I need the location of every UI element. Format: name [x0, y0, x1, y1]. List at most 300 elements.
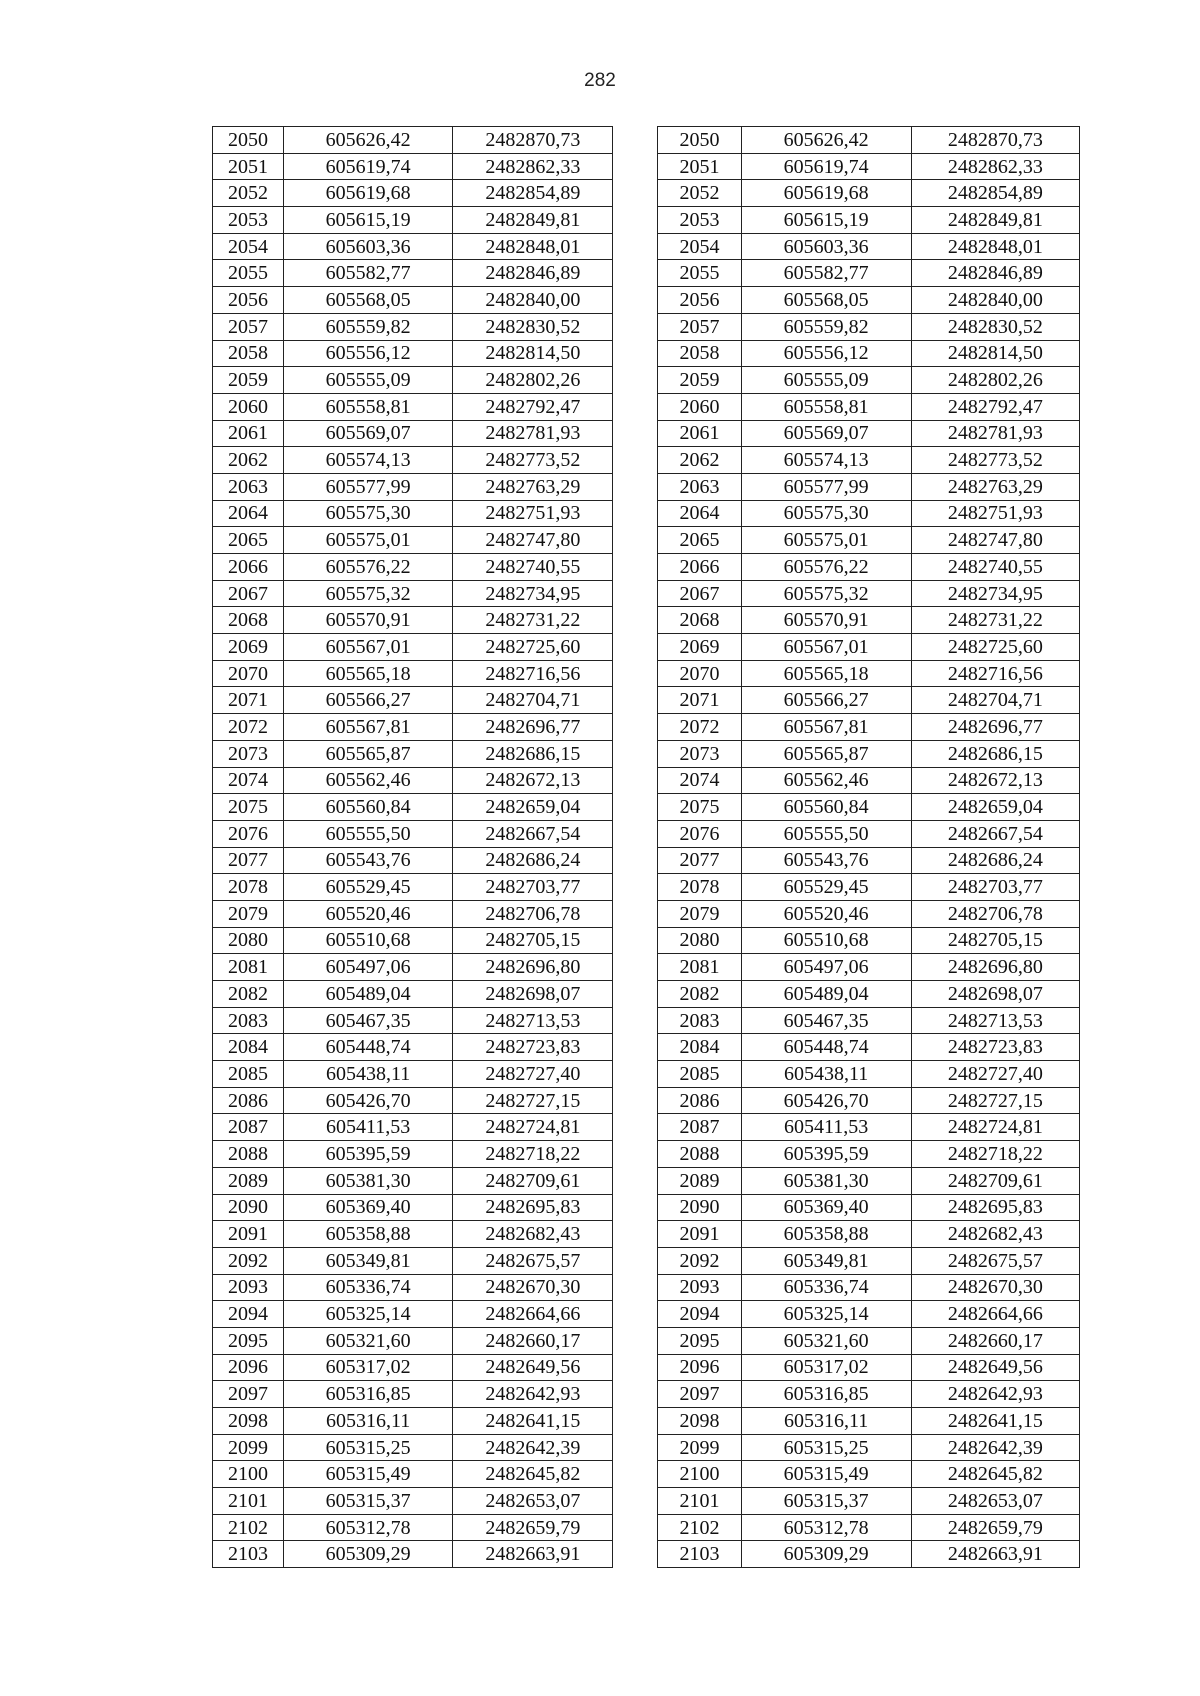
- point-number-left-cell: 2051: [213, 153, 284, 180]
- point-number-right-cell: 2064: [658, 500, 741, 527]
- page-number: 282: [584, 70, 616, 91]
- column-spacer: [613, 447, 658, 474]
- column-spacer: [613, 1327, 658, 1354]
- y-coordinate-left-cell: 2482846,89: [453, 260, 613, 287]
- y-coordinate-left-cell: 2482870,73: [453, 127, 613, 154]
- column-spacer: [613, 1514, 658, 1541]
- point-number-left-cell: 2086: [213, 1087, 284, 1114]
- y-coordinate-left-cell: 2482709,61: [453, 1167, 613, 1194]
- x-coordinate-right-cell: 605575,32: [741, 580, 911, 607]
- point-number-right-cell: 2055: [658, 260, 741, 287]
- y-coordinate-right-cell: 2482854,89: [911, 180, 1079, 207]
- column-spacer: [613, 954, 658, 981]
- y-coordinate-right-cell: 2482792,47: [911, 393, 1079, 420]
- column-spacer: [613, 580, 658, 607]
- table-row: [213, 1247, 1080, 1274]
- table-row: [213, 740, 1080, 767]
- x-coordinate-left-cell: 605603,36: [284, 233, 453, 260]
- y-coordinate-right-cell: 2482641,15: [911, 1408, 1079, 1435]
- point-number-right-cell: 2101: [658, 1488, 741, 1515]
- point-number-right-cell: 2075: [658, 794, 741, 821]
- x-coordinate-left-cell: 605309,29: [284, 1541, 453, 1568]
- y-coordinate-left-cell: 2482792,47: [453, 393, 613, 420]
- y-coordinate-right-cell: 2482862,33: [911, 153, 1079, 180]
- point-number-left-cell: 2058: [213, 340, 284, 367]
- y-coordinate-right-cell: 2482773,52: [911, 447, 1079, 474]
- x-coordinate-right-cell: 605411,53: [741, 1114, 911, 1141]
- table-row: [213, 1434, 1080, 1461]
- point-number-right-cell: 2098: [658, 1408, 741, 1435]
- point-number-right-cell: 2097: [658, 1381, 741, 1408]
- point-number-left-cell: 2060: [213, 393, 284, 420]
- y-coordinate-right-cell: 2482830,52: [911, 313, 1079, 340]
- x-coordinate-right-cell: 605395,59: [741, 1141, 911, 1168]
- point-number-right-cell: 2087: [658, 1114, 741, 1141]
- column-spacer: [613, 1274, 658, 1301]
- x-coordinate-right-cell: 605315,25: [741, 1434, 911, 1461]
- column-spacer: [613, 527, 658, 554]
- y-coordinate-left-cell: 2482670,30: [453, 1274, 613, 1301]
- point-number-right-cell: 2076: [658, 820, 741, 847]
- point-number-right-cell: 2072: [658, 714, 741, 741]
- table-row: [213, 1514, 1080, 1541]
- point-number-right-cell: 2082: [658, 981, 741, 1008]
- x-coordinate-left-cell: 605626,42: [284, 127, 453, 154]
- x-coordinate-right-cell: 605489,04: [741, 981, 911, 1008]
- column-spacer: [613, 420, 658, 447]
- point-number-left-cell: 2074: [213, 767, 284, 794]
- x-coordinate-left-cell: 605321,60: [284, 1327, 453, 1354]
- point-number-right-cell: 2093: [658, 1274, 741, 1301]
- y-coordinate-right-cell: 2482727,15: [911, 1087, 1079, 1114]
- table-row: [213, 607, 1080, 634]
- x-coordinate-right-cell: 605316,11: [741, 1408, 911, 1435]
- y-coordinate-left-cell: 2482849,81: [453, 207, 613, 234]
- point-number-left-cell: 2083: [213, 1007, 284, 1034]
- x-coordinate-left-cell: 605426,70: [284, 1087, 453, 1114]
- column-spacer: [613, 180, 658, 207]
- x-coordinate-left-cell: 605395,59: [284, 1141, 453, 1168]
- column-spacer: [613, 127, 658, 154]
- point-number-left-cell: 2096: [213, 1354, 284, 1381]
- x-coordinate-left-cell: 605568,05: [284, 287, 453, 314]
- x-coordinate-left-cell: 605510,68: [284, 927, 453, 954]
- x-coordinate-right-cell: 605317,02: [741, 1354, 911, 1381]
- table-row: [213, 580, 1080, 607]
- point-number-left-cell: 2077: [213, 847, 284, 874]
- y-coordinate-right-cell: 2482718,22: [911, 1141, 1079, 1168]
- point-number-right-cell: 2073: [658, 740, 741, 767]
- x-coordinate-left-cell: 605577,99: [284, 473, 453, 500]
- x-coordinate-right-cell: 605565,87: [741, 740, 911, 767]
- point-number-right-cell: 2095: [658, 1327, 741, 1354]
- point-number-right-cell: 2063: [658, 473, 741, 500]
- y-coordinate-right-cell: 2482653,07: [911, 1488, 1079, 1515]
- point-number-left-cell: 2070: [213, 660, 284, 687]
- y-coordinate-right-cell: 2482705,15: [911, 927, 1079, 954]
- x-coordinate-left-cell: 605570,91: [284, 607, 453, 634]
- x-coordinate-right-cell: 605560,84: [741, 794, 911, 821]
- table-row: [213, 473, 1080, 500]
- point-number-left-cell: 2076: [213, 820, 284, 847]
- x-coordinate-right-cell: 605309,29: [741, 1541, 911, 1568]
- x-coordinate-right-cell: 605510,68: [741, 927, 911, 954]
- table-row: [213, 687, 1080, 714]
- x-coordinate-right-cell: 605312,78: [741, 1514, 911, 1541]
- column-spacer: [613, 260, 658, 287]
- column-spacer: [613, 820, 658, 847]
- x-coordinate-right-cell: 605369,40: [741, 1194, 911, 1221]
- y-coordinate-left-cell: 2482660,17: [453, 1327, 613, 1354]
- table-row: [213, 180, 1080, 207]
- column-spacer: [613, 767, 658, 794]
- y-coordinate-left-cell: 2482659,04: [453, 794, 613, 821]
- point-number-left-cell: 2057: [213, 313, 284, 340]
- point-number-right-cell: 2074: [658, 767, 741, 794]
- y-coordinate-left-cell: 2482725,60: [453, 634, 613, 661]
- y-coordinate-left-cell: 2482675,57: [453, 1247, 613, 1274]
- point-number-left-cell: 2064: [213, 500, 284, 527]
- point-number-left-cell: 2075: [213, 794, 284, 821]
- column-spacer: [613, 1034, 658, 1061]
- point-number-left-cell: 2101: [213, 1488, 284, 1515]
- y-coordinate-right-cell: 2482642,39: [911, 1434, 1079, 1461]
- y-coordinate-left-cell: 2482659,79: [453, 1514, 613, 1541]
- x-coordinate-left-cell: 605619,74: [284, 153, 453, 180]
- column-spacer: [613, 607, 658, 634]
- point-number-right-cell: 2061: [658, 420, 741, 447]
- table-row: [213, 554, 1080, 581]
- table-row: [213, 1194, 1080, 1221]
- y-coordinate-right-cell: 2482747,80: [911, 527, 1079, 554]
- y-coordinate-left-cell: 2482645,82: [453, 1461, 613, 1488]
- column-spacer: [613, 687, 658, 714]
- table-row: [213, 1408, 1080, 1435]
- point-number-left-cell: 2082: [213, 981, 284, 1008]
- column-spacer: [613, 714, 658, 741]
- x-coordinate-right-cell: 605626,42: [741, 127, 911, 154]
- x-coordinate-left-cell: 605438,11: [284, 1061, 453, 1088]
- y-coordinate-left-cell: 2482740,55: [453, 554, 613, 581]
- y-coordinate-left-cell: 2482696,77: [453, 714, 613, 741]
- x-coordinate-right-cell: 605520,46: [741, 900, 911, 927]
- point-number-right-cell: 2071: [658, 687, 741, 714]
- y-coordinate-left-cell: 2482686,15: [453, 740, 613, 767]
- column-spacer: [613, 927, 658, 954]
- y-coordinate-left-cell: 2482814,50: [453, 340, 613, 367]
- x-coordinate-right-cell: 605566,27: [741, 687, 911, 714]
- y-coordinate-left-cell: 2482734,95: [453, 580, 613, 607]
- point-number-left-cell: 2091: [213, 1221, 284, 1248]
- coordinates-table: [212, 126, 1080, 1568]
- point-number-right-cell: 2051: [658, 153, 741, 180]
- point-number-left-cell: 2065: [213, 527, 284, 554]
- y-coordinate-right-cell: 2482663,91: [911, 1541, 1079, 1568]
- x-coordinate-right-cell: 605559,82: [741, 313, 911, 340]
- point-number-left-cell: 2095: [213, 1327, 284, 1354]
- table-row: [213, 1274, 1080, 1301]
- table-row: [213, 1541, 1080, 1568]
- point-number-left-cell: 2072: [213, 714, 284, 741]
- y-coordinate-left-cell: 2482653,07: [453, 1488, 613, 1515]
- y-coordinate-left-cell: 2482723,83: [453, 1034, 613, 1061]
- y-coordinate-right-cell: 2482698,07: [911, 981, 1079, 1008]
- y-coordinate-left-cell: 2482751,93: [453, 500, 613, 527]
- y-coordinate-left-cell: 2482704,71: [453, 687, 613, 714]
- y-coordinate-right-cell: 2482645,82: [911, 1461, 1079, 1488]
- x-coordinate-right-cell: 605603,36: [741, 233, 911, 260]
- column-spacer: [613, 233, 658, 260]
- column-spacer: [613, 1007, 658, 1034]
- point-number-right-cell: 2067: [658, 580, 741, 607]
- y-coordinate-right-cell: 2482763,29: [911, 473, 1079, 500]
- x-coordinate-right-cell: 605569,07: [741, 420, 911, 447]
- x-coordinate-left-cell: 605567,81: [284, 714, 453, 741]
- x-coordinate-left-cell: 605497,06: [284, 954, 453, 981]
- point-number-left-cell: 2059: [213, 367, 284, 394]
- y-coordinate-right-cell: 2482848,01: [911, 233, 1079, 260]
- x-coordinate-left-cell: 605575,32: [284, 580, 453, 607]
- y-coordinate-right-cell: 2482664,66: [911, 1301, 1079, 1328]
- table-row: [213, 1461, 1080, 1488]
- point-number-left-cell: 2069: [213, 634, 284, 661]
- x-coordinate-right-cell: 605568,05: [741, 287, 911, 314]
- point-number-left-cell: 2079: [213, 900, 284, 927]
- x-coordinate-right-cell: 605315,37: [741, 1488, 911, 1515]
- point-number-left-cell: 2085: [213, 1061, 284, 1088]
- x-coordinate-right-cell: 605381,30: [741, 1167, 911, 1194]
- point-number-right-cell: 2100: [658, 1461, 741, 1488]
- column-spacer: [613, 740, 658, 767]
- table-row: [213, 340, 1080, 367]
- y-coordinate-right-cell: 2482781,93: [911, 420, 1079, 447]
- x-coordinate-left-cell: 605582,77: [284, 260, 453, 287]
- coordinates-table-body: [213, 127, 1080, 1568]
- point-number-right-cell: 2066: [658, 554, 741, 581]
- point-number-right-cell: 2083: [658, 1007, 741, 1034]
- y-coordinate-right-cell: 2482649,56: [911, 1354, 1079, 1381]
- y-coordinate-left-cell: 2482830,52: [453, 313, 613, 340]
- x-coordinate-right-cell: 605315,49: [741, 1461, 911, 1488]
- y-coordinate-right-cell: 2482686,15: [911, 740, 1079, 767]
- x-coordinate-left-cell: 605559,82: [284, 313, 453, 340]
- point-number-right-cell: 2084: [658, 1034, 741, 1061]
- table-row: [213, 927, 1080, 954]
- x-coordinate-left-cell: 605520,46: [284, 900, 453, 927]
- point-number-right-cell: 2080: [658, 927, 741, 954]
- x-coordinate-left-cell: 605569,07: [284, 420, 453, 447]
- table-row: [213, 1034, 1080, 1061]
- x-coordinate-left-cell: 605489,04: [284, 981, 453, 1008]
- point-number-right-cell: 2086: [658, 1087, 741, 1114]
- x-coordinate-right-cell: 605567,01: [741, 634, 911, 661]
- y-coordinate-right-cell: 2482672,13: [911, 767, 1079, 794]
- point-number-left-cell: 2087: [213, 1114, 284, 1141]
- point-number-left-cell: 2050: [213, 127, 284, 154]
- column-spacer: [613, 500, 658, 527]
- x-coordinate-right-cell: 605438,11: [741, 1061, 911, 1088]
- y-coordinate-right-cell: 2482696,77: [911, 714, 1079, 741]
- y-coordinate-right-cell: 2482724,81: [911, 1114, 1079, 1141]
- point-number-right-cell: 2103: [658, 1541, 741, 1568]
- point-number-right-cell: 2069: [658, 634, 741, 661]
- y-coordinate-right-cell: 2482802,26: [911, 367, 1079, 394]
- table-row: [213, 1061, 1080, 1088]
- table-row: [213, 260, 1080, 287]
- y-coordinate-right-cell: 2482686,24: [911, 847, 1079, 874]
- column-spacer: [613, 1167, 658, 1194]
- table-row: [213, 1381, 1080, 1408]
- x-coordinate-right-cell: 605497,06: [741, 954, 911, 981]
- x-coordinate-left-cell: 605312,78: [284, 1514, 453, 1541]
- point-number-right-cell: 2090: [658, 1194, 741, 1221]
- table-row: [213, 1007, 1080, 1034]
- x-coordinate-left-cell: 605315,49: [284, 1461, 453, 1488]
- table-row: [213, 313, 1080, 340]
- point-number-right-cell: 2078: [658, 874, 741, 901]
- x-coordinate-left-cell: 605565,87: [284, 740, 453, 767]
- point-number-left-cell: 2054: [213, 233, 284, 260]
- x-coordinate-left-cell: 605566,27: [284, 687, 453, 714]
- table-row: [213, 367, 1080, 394]
- point-number-left-cell: 2062: [213, 447, 284, 474]
- column-spacer: [613, 367, 658, 394]
- x-coordinate-left-cell: 605316,85: [284, 1381, 453, 1408]
- table-row: [213, 634, 1080, 661]
- point-number-right-cell: 2065: [658, 527, 741, 554]
- table-row: [213, 874, 1080, 901]
- y-coordinate-right-cell: 2482709,61: [911, 1167, 1079, 1194]
- column-spacer: [613, 1488, 658, 1515]
- x-coordinate-right-cell: 605321,60: [741, 1327, 911, 1354]
- point-number-left-cell: 2071: [213, 687, 284, 714]
- table-row: [213, 954, 1080, 981]
- column-spacer: [613, 660, 658, 687]
- column-spacer: [613, 287, 658, 314]
- x-coordinate-left-cell: 605369,40: [284, 1194, 453, 1221]
- point-number-left-cell: 2088: [213, 1141, 284, 1168]
- x-coordinate-right-cell: 605336,74: [741, 1274, 911, 1301]
- y-coordinate-right-cell: 2482695,83: [911, 1194, 1079, 1221]
- table-row: [213, 153, 1080, 180]
- point-number-right-cell: 2102: [658, 1514, 741, 1541]
- y-coordinate-left-cell: 2482698,07: [453, 981, 613, 1008]
- point-number-left-cell: 2093: [213, 1274, 284, 1301]
- y-coordinate-right-cell: 2482704,71: [911, 687, 1079, 714]
- point-number-left-cell: 2097: [213, 1381, 284, 1408]
- x-coordinate-left-cell: 605615,19: [284, 207, 453, 234]
- point-number-right-cell: 2058: [658, 340, 741, 367]
- column-spacer: [613, 1354, 658, 1381]
- column-spacer: [613, 1141, 658, 1168]
- table-row: [213, 1167, 1080, 1194]
- x-coordinate-right-cell: 605565,18: [741, 660, 911, 687]
- table-row: [213, 1327, 1080, 1354]
- table-row: [213, 847, 1080, 874]
- y-coordinate-left-cell: 2482649,56: [453, 1354, 613, 1381]
- x-coordinate-right-cell: 605576,22: [741, 554, 911, 581]
- point-number-left-cell: 2100: [213, 1461, 284, 1488]
- y-coordinate-left-cell: 2482848,01: [453, 233, 613, 260]
- x-coordinate-left-cell: 605575,30: [284, 500, 453, 527]
- y-coordinate-right-cell: 2482670,30: [911, 1274, 1079, 1301]
- y-coordinate-left-cell: 2482703,77: [453, 874, 613, 901]
- point-number-left-cell: 2052: [213, 180, 284, 207]
- table-row: [213, 900, 1080, 927]
- column-spacer: [613, 1221, 658, 1248]
- y-coordinate-left-cell: 2482724,81: [453, 1114, 613, 1141]
- y-coordinate-right-cell: 2482849,81: [911, 207, 1079, 234]
- point-number-right-cell: 2054: [658, 233, 741, 260]
- y-coordinate-left-cell: 2482727,40: [453, 1061, 613, 1088]
- point-number-left-cell: 2103: [213, 1541, 284, 1568]
- point-number-right-cell: 2050: [658, 127, 741, 154]
- x-coordinate-right-cell: 605448,74: [741, 1034, 911, 1061]
- point-number-right-cell: 2059: [658, 367, 741, 394]
- y-coordinate-right-cell: 2482870,73: [911, 127, 1079, 154]
- point-number-left-cell: 2063: [213, 473, 284, 500]
- y-coordinate-right-cell: 2482846,89: [911, 260, 1079, 287]
- y-coordinate-right-cell: 2482703,77: [911, 874, 1079, 901]
- table-row: [213, 1141, 1080, 1168]
- x-coordinate-right-cell: 605555,50: [741, 820, 911, 847]
- table-row: [213, 714, 1080, 741]
- column-spacer: [613, 981, 658, 1008]
- y-coordinate-left-cell: 2482716,56: [453, 660, 613, 687]
- y-coordinate-right-cell: 2482751,93: [911, 500, 1079, 527]
- x-coordinate-left-cell: 605529,45: [284, 874, 453, 901]
- y-coordinate-right-cell: 2482660,17: [911, 1327, 1079, 1354]
- point-number-left-cell: 2099: [213, 1434, 284, 1461]
- x-coordinate-left-cell: 605316,11: [284, 1408, 453, 1435]
- x-coordinate-right-cell: 605562,46: [741, 767, 911, 794]
- column-spacer: [613, 1381, 658, 1408]
- table-row: [213, 767, 1080, 794]
- x-coordinate-left-cell: 605560,84: [284, 794, 453, 821]
- point-number-left-cell: 2080: [213, 927, 284, 954]
- column-spacer: [613, 1408, 658, 1435]
- column-spacer: [613, 1194, 658, 1221]
- column-spacer: [613, 900, 658, 927]
- column-spacer: [613, 340, 658, 367]
- x-coordinate-right-cell: 605619,74: [741, 153, 911, 180]
- y-coordinate-right-cell: 2482716,56: [911, 660, 1079, 687]
- y-coordinate-right-cell: 2482696,80: [911, 954, 1079, 981]
- y-coordinate-left-cell: 2482763,29: [453, 473, 613, 500]
- column-spacer: [613, 1434, 658, 1461]
- y-coordinate-left-cell: 2482686,24: [453, 847, 613, 874]
- x-coordinate-left-cell: 605556,12: [284, 340, 453, 367]
- y-coordinate-left-cell: 2482663,91: [453, 1541, 613, 1568]
- x-coordinate-left-cell: 605555,09: [284, 367, 453, 394]
- column-spacer: [613, 1061, 658, 1088]
- column-spacer: [613, 1087, 658, 1114]
- point-number-left-cell: 2102: [213, 1514, 284, 1541]
- point-number-right-cell: 2091: [658, 1221, 741, 1248]
- point-number-right-cell: 2079: [658, 900, 741, 927]
- table-row: [213, 420, 1080, 447]
- point-number-right-cell: 2052: [658, 180, 741, 207]
- y-coordinate-left-cell: 2482705,15: [453, 927, 613, 954]
- y-coordinate-left-cell: 2482727,15: [453, 1087, 613, 1114]
- table-row: [213, 500, 1080, 527]
- x-coordinate-right-cell: 605349,81: [741, 1247, 911, 1274]
- x-coordinate-right-cell: 605555,09: [741, 367, 911, 394]
- x-coordinate-right-cell: 605426,70: [741, 1087, 911, 1114]
- point-number-right-cell: 2070: [658, 660, 741, 687]
- point-number-right-cell: 2057: [658, 313, 741, 340]
- y-coordinate-right-cell: 2482713,53: [911, 1007, 1079, 1034]
